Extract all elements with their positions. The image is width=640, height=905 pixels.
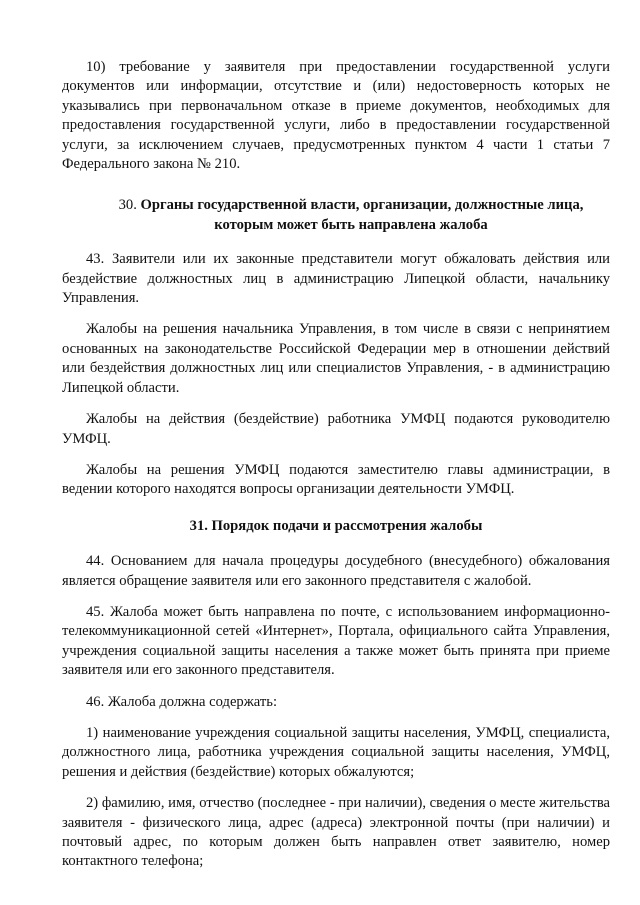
document-page [62,58,610,872]
paragraph-45: 45. Жалоба может быть направлена по почте, с использованием информационно-телекоммуникационной сетей «Интернет», Портала, официального сайта Управления, учреждения социальной защиты населения а также может быть принята при приеме заявителя или его законного представителя. [62,603,610,679]
paragraph-43-complaints-worker: Жалобы на действия (бездействие) работника УМФЦ подаются руководителю УМФЦ. [62,411,610,447]
paragraph-46: 46. Жалоба должна содержать: [86,693,277,710]
paragraph-44: 44. Основанием для начала процедуры досудебного (внесудебного) обжалования является обращение заявителя или его законного представителя с жалобой. [62,553,610,589]
paragraph-43-complaints-head: Жалобы на решения начальника Управления, в том числе в связи с непринятием основанных на законодательстве Российской Федерации мер в отношении действий или бездействия должностных лиц или специалистов Управления, - в администрацию Липецкой области. [62,321,610,396]
item-10-paragraph: 10) требование у заявителя при предоставлении государственной услуги документов или информации, отсутствие и (или) недостоверность которых не указывались при первоначальном отказе в приеме документов, необходимых для предоставления государственной услуги, либо в предоставлении государственной услуги, за исключением случаев, предусмотренных пунктом 4 части 1 статьи 7 Федерального закона № 210. [62,59,610,173]
paragraph-43: 43. Заявители или их законные представители могут обжаловать действия или бездействие должностных лиц в администрацию Липецкой области, начальнику Управления. [62,251,610,307]
paragraph-43-complaints-umfc: Жалобы на решения УМФЦ подаются заместителю главы администрации, в ведении которого находятся вопросы организации деятельности УМФЦ. [62,461,610,498]
section-31-heading: 31. Порядок подачи и рассмотрения жалобы [189,517,483,534]
section-30-number: 30. [118,197,137,214]
section-30-title: Органы государственной власти, организации, должностные лица, которым может быть направлена жалоба [140,197,584,233]
section-30-heading [62,196,610,235]
paragraph-46-item-2: 2) фамилию, имя, отчество (последнее - при наличии), сведения о месте жительства заявителя - физического лица, адрес (адреса) электронной почты (при наличии) и почтовый адрес, по которым должен быть направлен ответ заявителю, номер контактного телефона; [62,795,610,870]
paragraph-46-item-1: 1) наименование учреждения социальной защиты населения, УМФЦ, специалиста, должностного лица, работника учреждения социальной защиты населения, УМФЦ, решения и действия (бездействие) которых обжалуются; [62,724,610,780]
